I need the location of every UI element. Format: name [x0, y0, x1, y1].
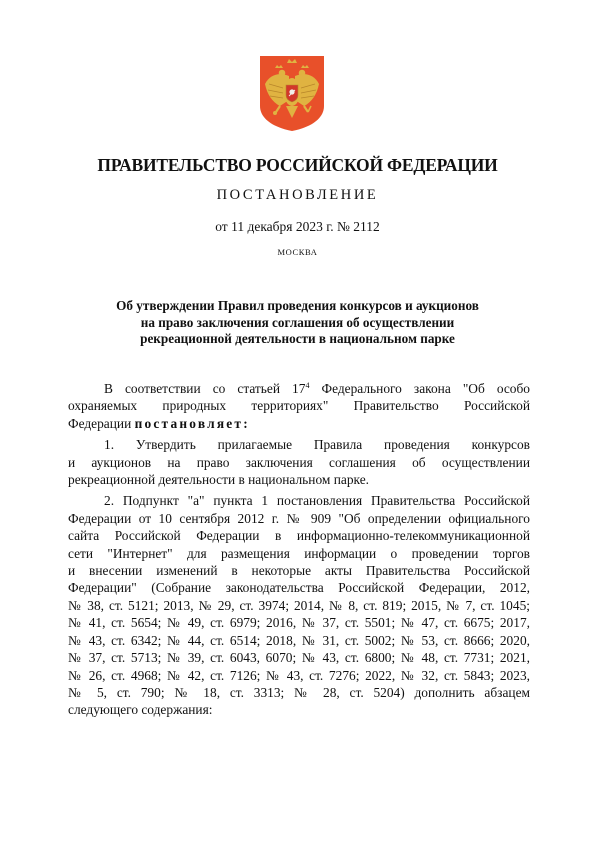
preamble-line [68, 380, 530, 397]
subject-line: на право заключения соглашения об осуществлении [140, 314, 455, 330]
coat-of-arms-emblem [258, 54, 326, 132]
item-line: № 41, ст. 5654; № 49, ст. 6979; 2016, № 37, ст. 5501; № 47, ст. 6675; 2017, [68, 615, 530, 631]
subject-line: Об утверждении Правил проведения конкурсов и аукционов [116, 298, 479, 313]
document-kind: ПОСТАНОВЛЕНИЕ [216, 187, 379, 203]
item-2-paragraph [68, 492, 530, 718]
item-line: 2. Подпункт "а" пункта 1 постановления Правительства Российской [104, 493, 530, 509]
item-line: рекреационной деятельности в национальном парке. [68, 472, 369, 488]
item-line: № 26, ст. 4968; № 42, ст. 7126; № 43, ст. 7276; 2022, № 32, ст. 5843; 2023, [68, 667, 530, 683]
item-1-paragraph [68, 436, 530, 488]
item-line: № 37, ст. 5713; № 39, ст. 6043, 6070; № 43, ст. 6800; № 48, ст. 7731; 2021, [68, 650, 530, 666]
document-date-number: от 11 декабря 2023 г. № 2112 [215, 219, 380, 234]
subject-line: рекреационной деятельности в национальном парке [140, 331, 455, 346]
item-line: и внесении изменений в некоторые акты Правительства Российской [68, 563, 530, 579]
item-line: сайта Российской Федерации в информационно-телекоммуникационной [68, 528, 530, 544]
preamble-line: охраняемых природных территориях" Правительство Российской [68, 398, 530, 414]
decree-verb: постановляет: [134, 415, 250, 431]
government-title: ПРАВИТЕЛЬСТВО РОССИЙСКОЙ ФЕДЕРАЦИИ [97, 155, 498, 175]
article-superscript: 4 [305, 381, 310, 390]
item-line: 1. Утвердить прилагаемые Правила проведения конкурсов [104, 437, 530, 453]
preamble-paragraph [68, 380, 530, 432]
item-line: Федерации" (Собрание законодательства Российской Федерации, 2012, [68, 580, 530, 596]
preamble-text: Федерального закона "Об особо [309, 381, 530, 396]
preamble-line [68, 415, 530, 432]
item-line: и аукционов на право заключения соглашения об осуществлении [68, 454, 530, 470]
item-line: следующего содержания: [68, 702, 213, 718]
item-line: сети "Интернет" для размещения информации о проведении торгов [68, 545, 530, 561]
document-body [68, 380, 530, 719]
item-line: Федерации от 10 сентября 2012 г. № 909 "Об определении официального [68, 510, 530, 526]
preamble-text: В соответствии со статьей 17 [104, 381, 306, 396]
item-line: № 43, ст. 6342; № 44, ст. 6514; 2018, № 31, ст. 5002; № 53, ст. 8666; 2020, [68, 632, 530, 648]
document-city: МОСКВА [277, 247, 318, 257]
document-subject [60, 298, 535, 348]
item-line: № 5, ст. 790; № 18, ст. 3313; № 28, ст. 5204) дополнить абзацем [68, 684, 530, 700]
preamble-text: Федерации [68, 415, 135, 431]
item-line: № 38, ст. 5121; 2013, № 29, ст. 3974; 2014, № 8, ст. 819; 2015, № 7, ст. 1045; [68, 597, 530, 613]
